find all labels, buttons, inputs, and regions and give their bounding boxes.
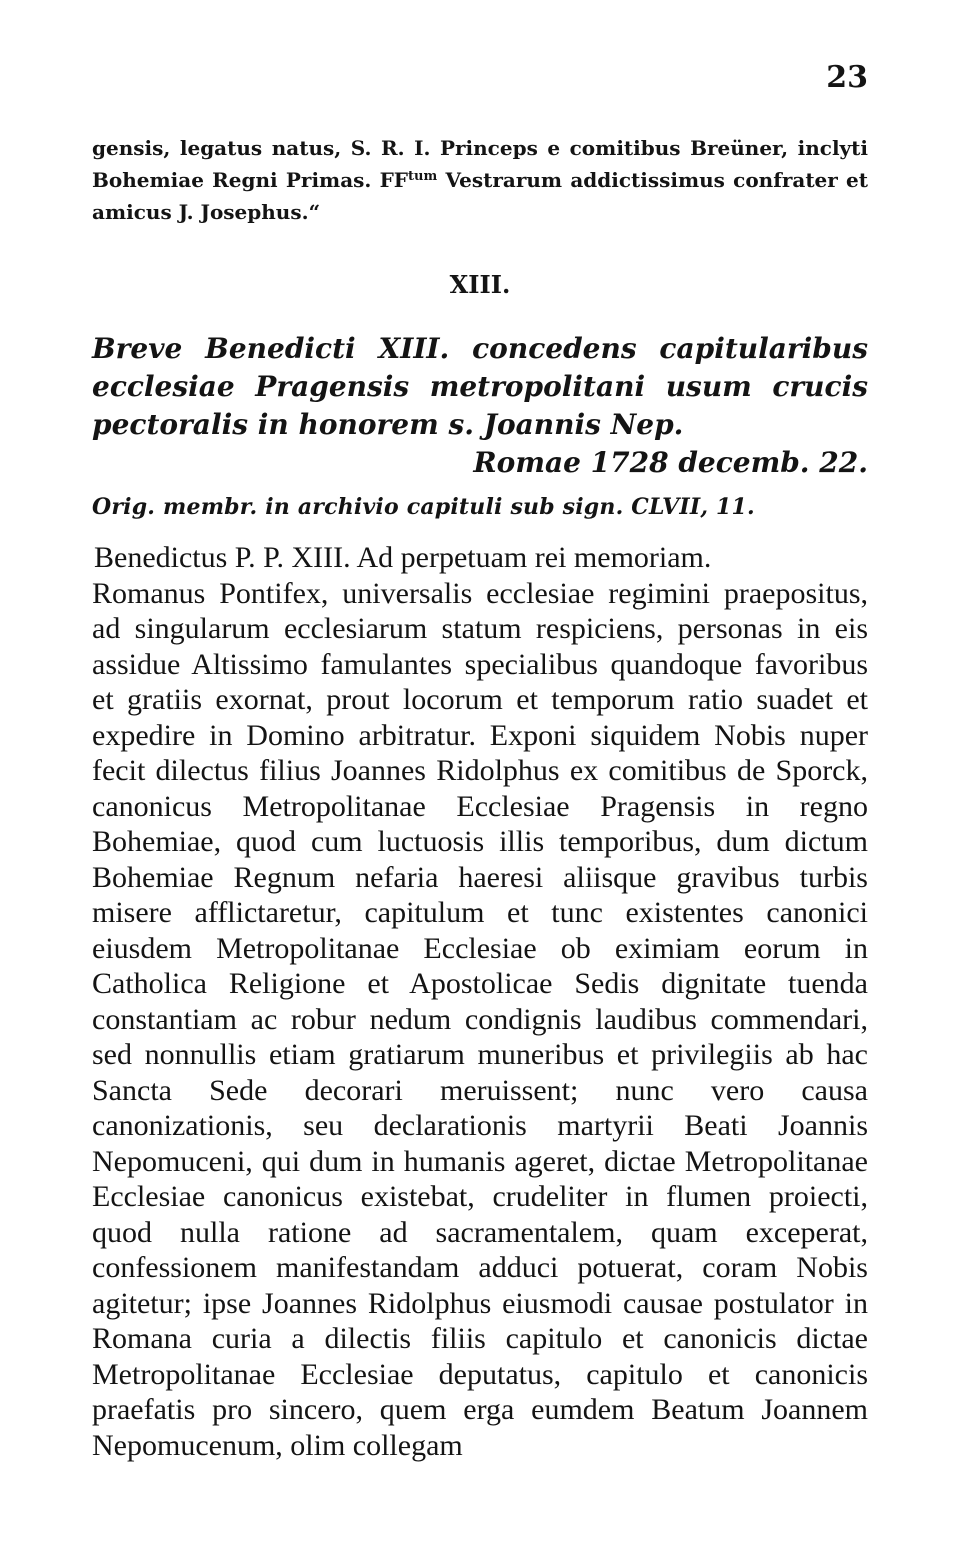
source-reference: Orig. membr. in archivio capituli sub sign. CLVII, 11. bbox=[92, 494, 755, 520]
section-number: XIII. bbox=[449, 270, 511, 299]
body-text bbox=[92, 540, 868, 1463]
document-heading: Breve Benedicti XIII. concedens capitularibus ecclesiae Pragensis metropolitani usum crucis pectoralis in honorem s. Joannis Nep. bbox=[92, 332, 868, 441]
opening-line: Benedictus P. P. XIII. Ad perpetuam rei memoriam. bbox=[94, 541, 712, 574]
body-paragraph: Romanus Pontifex, universalis ecclesiae regimini praepositus, ad singularum ecclesiarum statum respiciens, personas in eis assidue Altissimo famulantes specialibus quandoque favoribus et gratiis exornat, prout locorum et temporum ratio suadet et expedire in Domino arbitratur. Exponi siquidem Nobis nuper fecit dilectus filius Joannes Ridolphus ex comitibus de Sporck, canonicus Metropolitanae Ecclesiae Pragensis in regno Bohemiae, quod cum luctuosis illis temporibus, dum dictum Bohemiae Regnum nefaria haeresi aliisque gravibus turbis misere afflictaretur, capitulum et tunc existentes canonici eiusdem Metropolitanae Ecclesiae ob eximiam eorum in Catholica Religione et Apostolicae Sedis dignitate tuenda constantiam ac robur nedum condignis laudibus commendari, sed nonnullis etiam gratiarum muneribus et privilegiis ab hac Sancta Sede decorari meruissent; nunc vero causa canonizationis, seu declarationis martyrii Beati Joannis Nepomuceni, qui dum in humanis ageret, dictae Metropolitanae Ecclesiae canonicus existebat, crudeliter in flumen proiecti, quod nulla ratione ad sacramentalem, quam exceperat, confessionem manifestandam adduci potuerat, coram Nobis agitetur; ipse Joannes Ridolphus eiusmodi causae postulator in Romana curia a dilectis filiis capitulo et canonicis dictae Metropolitanae Ecclesiae deputatus, capitulo et canonicis praefatis pro sincero, quem erga eumdem Beatum Joannem Nepomucenum, olim collegam bbox=[92, 576, 868, 1462]
continued-text bbox=[92, 132, 868, 228]
page-number: 23 bbox=[826, 60, 868, 95]
continued-text-superscript: tum bbox=[408, 169, 438, 184]
continued-text-start: gensis, legatus natus, S. R. I. Princeps e comitibus Breüner, inclyti Bohemiae Regni Primas. FF bbox=[92, 136, 868, 192]
document-date: Romae 1728 decemb. 22. bbox=[473, 446, 868, 479]
continued-text-end: Vestrarum addictissimus confrater et amicus J. Josephus.“ bbox=[92, 168, 869, 224]
